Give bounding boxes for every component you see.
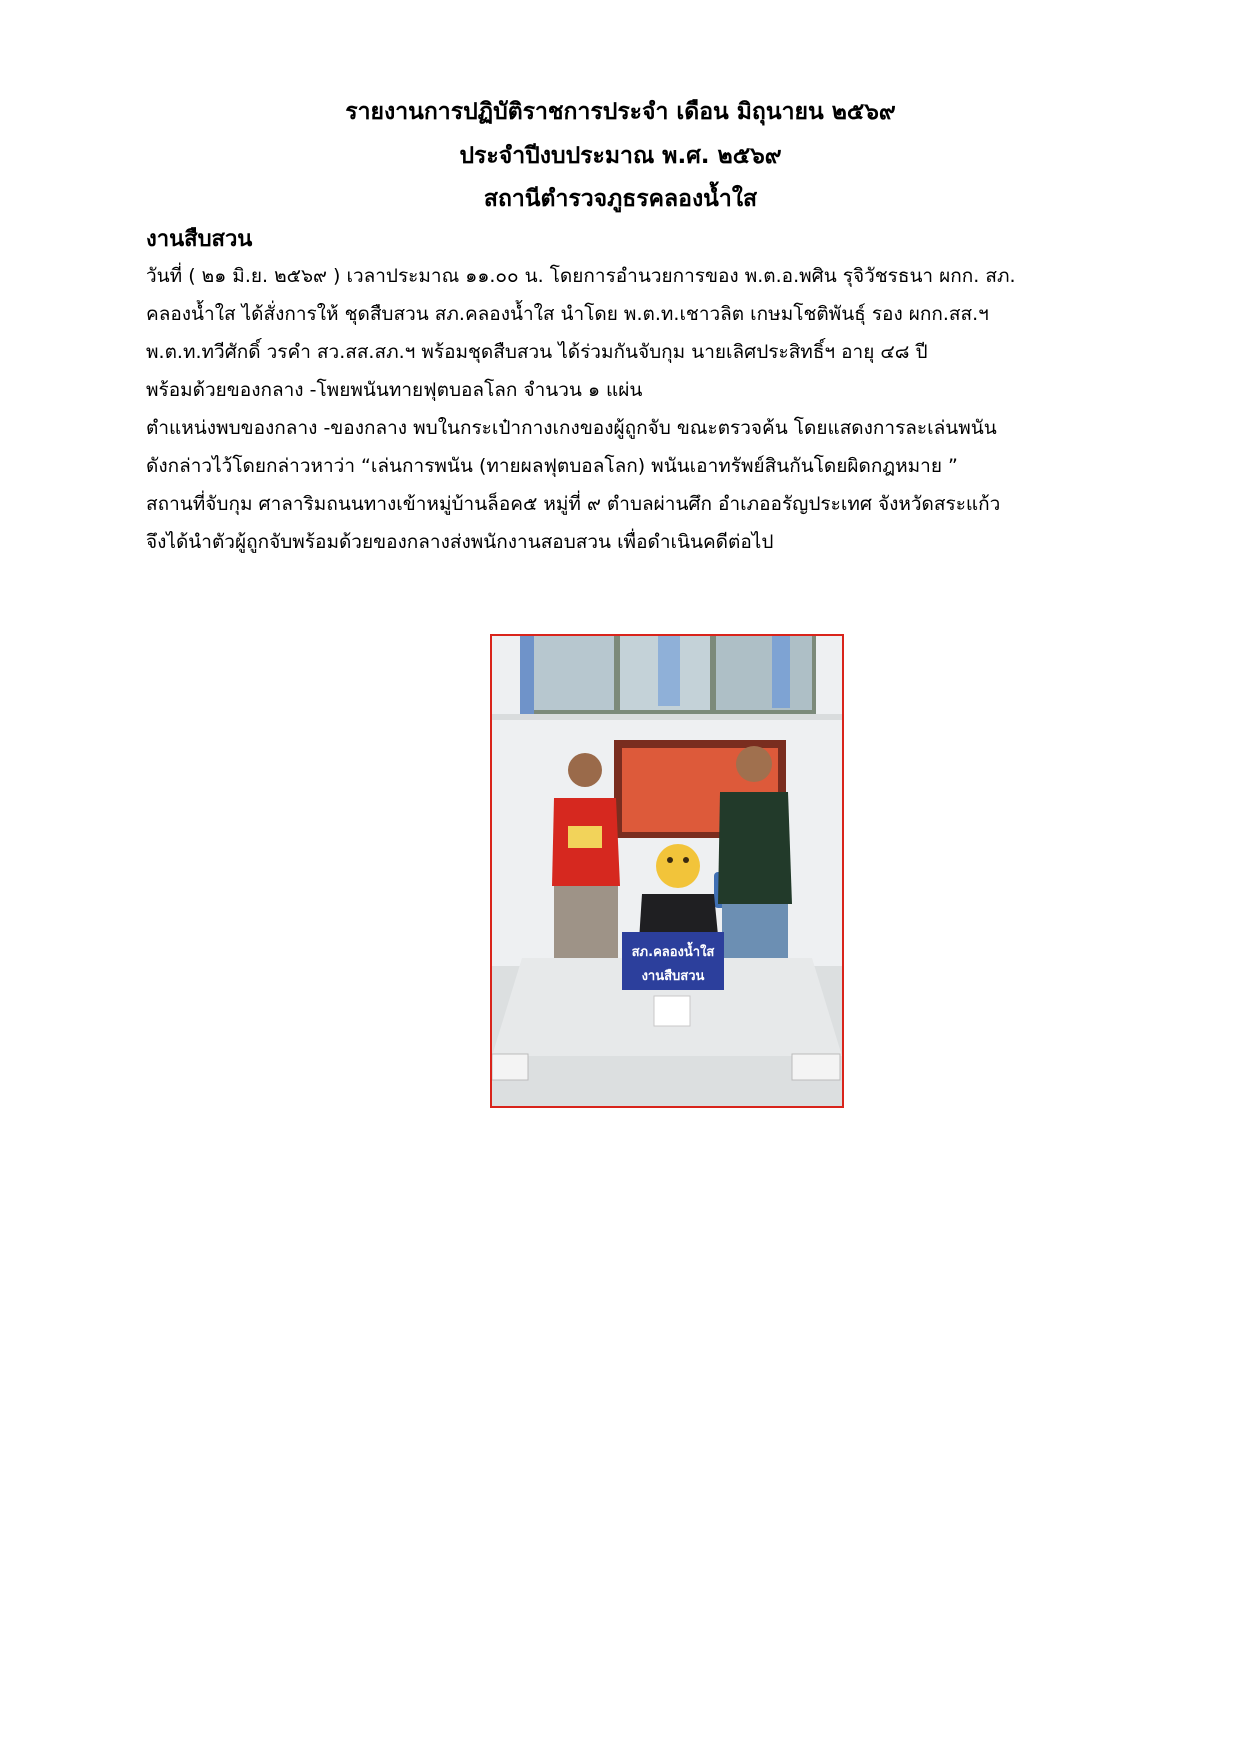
- station-title: สถานีตำรวจภูธรคลองน้ำใส: [483, 186, 758, 212]
- arrest-photo: [490, 634, 844, 1108]
- body-line: จึงได้นำตัวผู้ถูกจับพร้อมด้วยของกลางส่งพนักงานสอบสวน เพื่อดำเนินคดีต่อไป: [146, 531, 774, 553]
- body-line: พร้อมด้วยของกลาง -โพยพนันทายฟุตบอลโลก จำนวน ๑ แผ่น: [146, 379, 643, 401]
- body-line: พ.ต.ท.ทวีศักดิ์ วรคำ สว.สส.สภ.ฯ พร้อมชุดสืบสวน ได้ร่วมกันจับกุม นายเลิศประสิทธิ์ฯ อายุ ๔๘ ปี: [146, 341, 928, 363]
- body-line: ดังกล่าวไว้โดยกล่าวหาว่า “เล่นการพนัน (ทายผลฟุตบอลโลก) พนันเอาทรัพย์สินกันโดยผิดกฎหมาย ”: [146, 455, 958, 477]
- sign-line-2: งานสืบสวน: [641, 969, 705, 984]
- report-title: รายงานการปฏิบัติราชการประจำ เดือน มิถุนายน ๒๕๖๙: [345, 99, 896, 125]
- body-line: สถานที่จับกุม ศาลาริมถนนทางเข้าหมู่บ้านล็อค๕ หมู่ที่ ๙ ตำบลผ่านศึก อำเภออรัญประเทศ จังหวัดสระแก้ว: [146, 493, 1001, 515]
- body-line: วันที่ ( ๒๑ มิ.ย. ๒๕๖๙ ) เวลาประมาณ ๑๑.๐๐ น. โดยการอำนวยการของ พ.ต.อ.พศิน รุจิวัชรธนา ผกก. สภ.: [146, 265, 1016, 287]
- body-line: ตำแหน่งพบของกลาง -ของกลาง พบในกระเป๋ากางเกงของผู้ถูกจับ ขณะตรวจค้น โดยแสดงการละเล่นพนัน: [146, 417, 997, 439]
- body-line: คลองน้ำใส ได้สั่งการให้ ชุดสืบสวน สภ.คลองน้ำใส นำโดย พ.ต.ท.เชาวลิต เกษมโชติพันธุ์ รอง ผกก.สส.ฯ: [146, 303, 989, 325]
- fiscal-year-title: ประจำปีงบประมาณ พ.ศ. ๒๕๖๙: [459, 143, 782, 169]
- section-heading: งานสืบสวน: [146, 227, 253, 252]
- sign-line-1: สภ.คลองน้ำใส: [631, 945, 715, 960]
